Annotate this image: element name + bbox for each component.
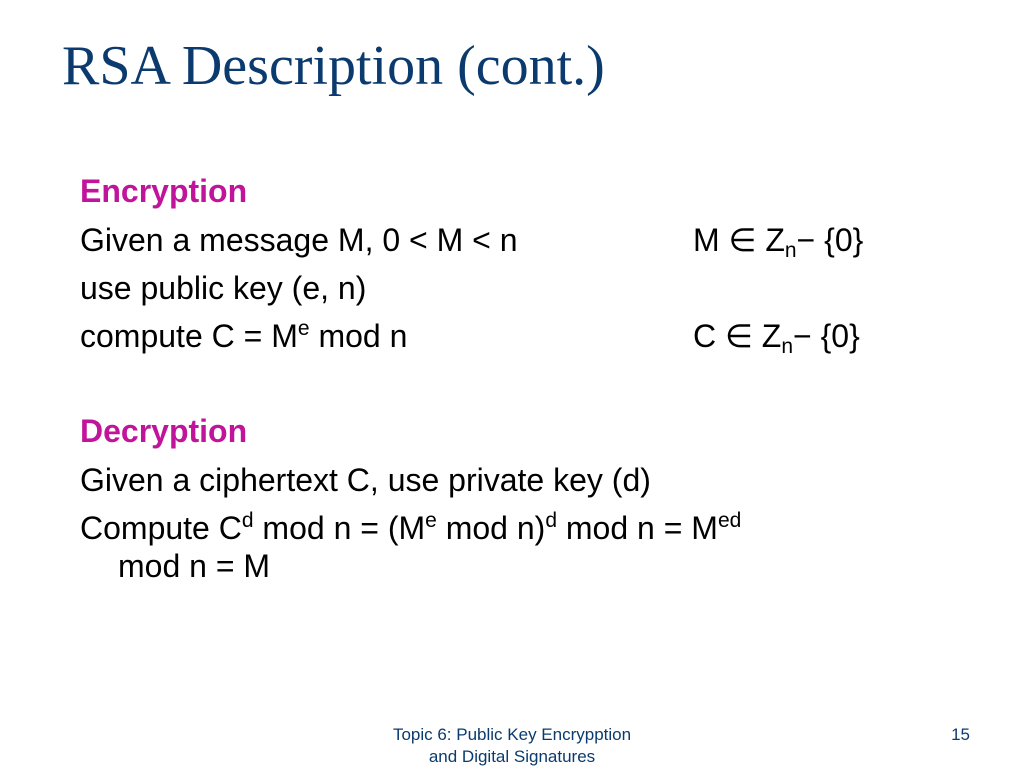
encryption-line-public-key: use public key (e, n) <box>80 270 367 306</box>
footer-topic <box>362 724 662 768</box>
exponent: e <box>425 509 437 532</box>
element-of-symbol: ∈ <box>728 222 757 258</box>
ciphertext-var: C <box>693 318 717 354</box>
z-subscript: n <box>781 335 793 358</box>
set-exclusion: − {0} <box>793 318 860 354</box>
compute-prefix: compute C = M <box>80 318 298 354</box>
z-set: Z <box>765 222 785 258</box>
formula-part: Compute C <box>80 510 242 546</box>
exponent: d <box>545 509 557 532</box>
ciphertext-domain <box>693 318 860 358</box>
exponent: d <box>241 509 254 532</box>
formula-part: mod n = M <box>557 510 718 546</box>
decryption-heading: Decryption <box>80 413 248 449</box>
slide-title: RSA Description (cont.) <box>62 35 605 97</box>
page-number: 15 <box>951 725 970 744</box>
footer-line-1: Topic 6: Public Key Encrypption <box>392 725 632 744</box>
decryption-line-ciphertext: Given a ciphertext C, use private key (d) <box>80 462 651 498</box>
encryption-line-message: Given a message M, 0 < M < n <box>80 222 518 258</box>
compute-suffix: mod n <box>309 318 408 354</box>
z-set: Z <box>761 318 782 354</box>
encryption-line-compute <box>80 318 407 354</box>
element-of-symbol: ∈ <box>725 318 753 354</box>
z-subscript: n <box>784 239 797 262</box>
formula-part: mod n) <box>436 510 546 546</box>
decryption-line-compute <box>80 510 741 546</box>
footer-line-2: and Digital Signatures <box>428 747 596 766</box>
message-var: M <box>693 222 720 258</box>
decryption-line-result: mod n = M <box>118 548 271 584</box>
set-exclusion: − {0} <box>796 222 864 258</box>
message-domain <box>693 222 864 262</box>
formula-part: mod n = (M <box>253 510 426 546</box>
encryption-heading: Encryption <box>80 173 248 209</box>
exponent-e: e <box>297 317 310 340</box>
exponent: ed <box>717 509 742 532</box>
